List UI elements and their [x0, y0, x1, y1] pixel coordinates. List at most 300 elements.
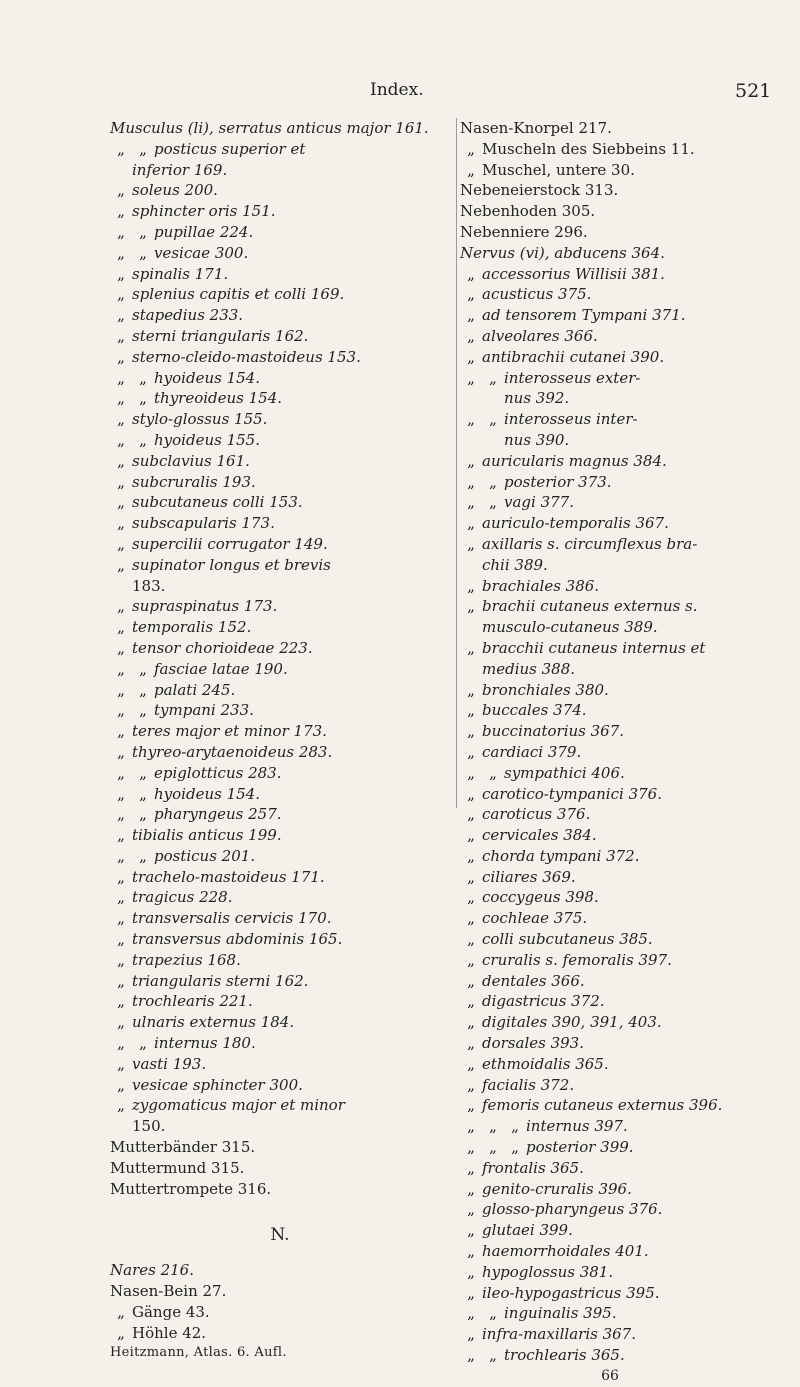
- index-entry: [460, 243, 760, 264]
- index-entry: [110, 1158, 450, 1179]
- index-entry: [110, 1116, 450, 1137]
- index-entry: [110, 784, 450, 805]
- signature-mark: 66: [601, 1367, 619, 1384]
- entry-text: Mutterbänder 315.: [110, 1138, 256, 1157]
- index-entry: [110, 264, 450, 285]
- page-header: [0, 80, 800, 110]
- ditto-mark: „: [117, 285, 125, 304]
- index-entry: [110, 534, 450, 555]
- ditto-mark: „: [139, 368, 147, 387]
- ditto-mark: „: [467, 1054, 475, 1073]
- entry-text: trachelo-mastoideus 171.: [132, 867, 325, 886]
- entry-text: antibrachii cutanei 390.: [482, 347, 665, 366]
- ditto-mark: „: [117, 930, 125, 949]
- ditto-mark: „: [489, 472, 497, 491]
- entry-text: zygomaticus major et minor: [132, 1096, 345, 1115]
- index-entry: [460, 680, 760, 701]
- entry-text: inguinalis 395.: [504, 1304, 617, 1323]
- entry-text: stapedius 233.: [132, 306, 244, 325]
- entry-text: supraspinatus 173.: [132, 597, 278, 616]
- ditto-mark: „: [117, 430, 125, 449]
- ditto-mark: „: [117, 1013, 125, 1032]
- ditto-mark: „: [117, 722, 125, 741]
- index-entry: [460, 1220, 760, 1241]
- entry-text: supinator longus et brevis: [132, 555, 331, 574]
- entry-text: accessorius Willisii 381.: [482, 264, 665, 283]
- entry-text: splenius capitis et colli 169.: [132, 285, 345, 304]
- ditto-mark: „: [489, 1346, 497, 1365]
- index-entry: [460, 264, 760, 285]
- ditto-mark: „: [139, 659, 147, 678]
- ditto-mark: „: [117, 1323, 125, 1342]
- entry-text: spinalis 171.: [132, 264, 229, 283]
- entry-text: medius 388.: [482, 659, 576, 678]
- right-entries: [460, 118, 760, 1366]
- index-entry: [460, 1241, 760, 1262]
- entry-text: transversalis cervicis 170.: [132, 909, 332, 928]
- index-entry: [110, 971, 450, 992]
- index-entry: [460, 1075, 760, 1096]
- ditto-mark: „: [117, 826, 125, 845]
- ditto-mark: „: [117, 909, 125, 928]
- ditto-mark: „: [467, 1158, 475, 1177]
- ditto-mark: „: [489, 493, 497, 512]
- ditto-mark: „: [467, 722, 475, 741]
- index-entry: [110, 1179, 450, 1200]
- ditto-mark: „: [117, 368, 125, 387]
- index-entry: [460, 1054, 760, 1075]
- entry-text: triangularis sterni 162.: [132, 971, 309, 990]
- section-heading: N.: [270, 1225, 290, 1246]
- ditto-mark: „: [467, 950, 475, 969]
- entry-text: 183.: [132, 576, 166, 595]
- ditto-mark: „: [117, 181, 125, 200]
- entry-text: colli subcutaneus 385.: [482, 930, 653, 949]
- entry-text: musculo-cutaneus 389.: [482, 618, 658, 637]
- ditto-mark: „: [511, 1138, 519, 1157]
- index-entry: [110, 326, 450, 347]
- ditto-mark: „: [489, 1304, 497, 1323]
- index-entry: [460, 1179, 760, 1200]
- ditto-mark: „: [467, 1221, 475, 1240]
- index-entry: [460, 825, 760, 846]
- index-entry: [110, 1260, 450, 1281]
- index-entry: [110, 492, 450, 513]
- index-entry: [460, 326, 760, 347]
- index-entry: [460, 1324, 760, 1345]
- ditto-mark: „: [467, 1096, 475, 1115]
- ditto-mark: „: [467, 1283, 475, 1302]
- entry-text: cochleae 375.: [482, 909, 588, 928]
- ditto-mark: „: [117, 451, 125, 470]
- ditto-mark: „: [467, 805, 475, 824]
- entry-text: subcutaneus colli 153.: [132, 493, 303, 512]
- ditto-mark: „: [467, 1262, 475, 1281]
- entry-text: digastricus 372.: [482, 992, 605, 1011]
- ditto-mark: „: [117, 347, 125, 366]
- ditto-mark: „: [139, 389, 147, 408]
- entry-text: trochlearis 221.: [132, 992, 253, 1011]
- index-entry: [460, 368, 760, 389]
- index-entry: [110, 867, 450, 888]
- index-entry: [110, 908, 450, 929]
- ditto-mark: „: [467, 888, 475, 907]
- page-number: 521: [735, 80, 772, 102]
- ditto-mark: „: [467, 909, 475, 928]
- index-entry: [110, 388, 450, 409]
- entry-text: buccinatorius 367.: [482, 722, 625, 741]
- index-entry: [460, 576, 760, 597]
- ditto-mark: „: [467, 867, 475, 886]
- index-entry: [110, 1281, 450, 1302]
- ditto-mark: „: [467, 1117, 475, 1136]
- ditto-mark: „: [117, 555, 125, 574]
- index-entry: [460, 1303, 760, 1324]
- entry-text: axillaris s. circumflexus bra-: [482, 534, 698, 553]
- ditto-mark: „: [117, 597, 125, 616]
- ditto-mark: „: [117, 784, 125, 803]
- index-entry: [460, 1262, 760, 1283]
- index-entry: [110, 680, 450, 701]
- ditto-mark: „: [467, 264, 475, 283]
- ditto-mark: „: [467, 1346, 475, 1365]
- index-entry: [460, 451, 760, 472]
- ditto-mark: „: [117, 1054, 125, 1073]
- ditto-mark: „: [467, 410, 475, 429]
- index-entry: [110, 721, 450, 742]
- entry-text: ad tensorem Tympani 371.: [482, 306, 686, 325]
- ditto-mark: „: [467, 930, 475, 949]
- index-entry: [460, 659, 760, 680]
- entry-text: infra-maxillaris 367.: [482, 1325, 636, 1344]
- ditto-mark: „: [467, 680, 475, 699]
- ditto-mark: „: [467, 597, 475, 616]
- entry-text: auriculo-temporalis 367.: [482, 514, 669, 533]
- ditto-mark: „: [467, 160, 475, 179]
- entry-text: supercilii corrugator 149.: [132, 534, 328, 553]
- index-entry: [460, 804, 760, 825]
- ditto-mark: „: [117, 139, 125, 158]
- entry-text: subclavius 161.: [132, 451, 250, 470]
- page-title: Index.: [370, 80, 424, 100]
- index-entry: [110, 555, 450, 576]
- index-entry: [460, 284, 760, 305]
- left-entries: [110, 118, 450, 1199]
- index-entry: [110, 742, 450, 763]
- entry-text: pupillae 224.: [154, 222, 254, 241]
- entry-text: Muttermund 315.: [110, 1158, 245, 1177]
- index-entry: [110, 1302, 450, 1323]
- ditto-mark: „: [467, 742, 475, 761]
- entry-text: interosseus exter-: [504, 368, 641, 387]
- entry-text: chorda tympani 372.: [482, 846, 640, 865]
- entry-text: Musculus (li), serratus anticus major 161.: [110, 119, 429, 137]
- entry-text: hypoglossus 381.: [482, 1262, 614, 1281]
- ditto-mark: „: [117, 1096, 125, 1115]
- ditto-mark: „: [489, 1138, 497, 1157]
- index-entry: [460, 160, 760, 181]
- entry-text: tensor chorioideae 223.: [132, 638, 313, 657]
- ditto-mark: „: [139, 784, 147, 803]
- ditto-mark: „: [117, 306, 125, 325]
- index-entry: [110, 513, 450, 534]
- entry-text: bracchii cutaneus internus et: [482, 638, 706, 657]
- ditto-mark: „: [117, 514, 125, 533]
- index-entry: [110, 472, 450, 493]
- entry-text: auricularis magnus 384.: [482, 451, 667, 470]
- ditto-mark: „: [467, 368, 475, 387]
- index-entry: [110, 804, 450, 825]
- entry-text: palati 245.: [154, 680, 236, 699]
- ditto-mark: „: [117, 389, 125, 408]
- index-entry: [110, 430, 450, 451]
- index-entry: [110, 201, 450, 222]
- ditto-mark: „: [467, 1034, 475, 1053]
- entry-text: femoris cutaneus externus 396.: [482, 1096, 723, 1115]
- entry-text: frontalis 365.: [482, 1158, 584, 1177]
- index-entry: [110, 991, 450, 1012]
- index-entry: [460, 409, 760, 430]
- entry-text: Muschel, untere 30.: [482, 160, 635, 179]
- index-entry: [460, 908, 760, 929]
- entry-text: sphincter oris 151.: [132, 202, 276, 221]
- index-entry: [460, 763, 760, 784]
- entry-text: ileo-hypogastricus 395.: [482, 1283, 660, 1302]
- index-entry: [110, 118, 450, 139]
- ditto-mark: „: [117, 805, 125, 824]
- index-entry: [460, 596, 760, 617]
- entry-text: interosseus inter-: [504, 410, 638, 429]
- ditto-mark: „: [117, 846, 125, 865]
- entry-text: glosso-pharyngeus 376.: [482, 1200, 663, 1219]
- ditto-mark: „: [117, 243, 125, 262]
- entry-text: hyoideus 154.: [154, 368, 260, 387]
- index-entry: [110, 1095, 450, 1116]
- ditto-mark: „: [467, 784, 475, 803]
- entry-text: fasciae latae 190.: [154, 659, 288, 678]
- index-entry: [460, 991, 760, 1012]
- index-entry: [110, 576, 450, 597]
- entry-text: vasti 193.: [132, 1054, 207, 1073]
- index-entry: [110, 700, 450, 721]
- index-entry: [460, 139, 760, 160]
- ditto-mark: „: [117, 493, 125, 512]
- index-entry: [110, 305, 450, 326]
- entry-text: pharyngeus 257.: [154, 805, 282, 824]
- index-entry: [460, 1095, 760, 1116]
- entry-text: vesicae 300.: [154, 243, 249, 262]
- entry-text: stylo-glossus 155.: [132, 410, 268, 429]
- entry-text: ulnaris externus 184.: [132, 1013, 295, 1032]
- ditto-mark: „: [117, 534, 125, 553]
- index-entry: [460, 1283, 760, 1304]
- ditto-mark: „: [467, 1200, 475, 1219]
- ditto-mark: „: [467, 846, 475, 865]
- index-entry: [460, 784, 760, 805]
- index-entry: [460, 887, 760, 908]
- index-entry: [110, 409, 450, 430]
- index-entry: [460, 1345, 760, 1366]
- entry-text: Muscheln des Siebbeins 11.: [482, 139, 695, 158]
- index-entry: [460, 638, 760, 659]
- index-entry: [110, 617, 450, 638]
- ditto-mark: „: [467, 1179, 475, 1198]
- right-column: [460, 118, 760, 1387]
- ditto-mark: „: [511, 1117, 519, 1136]
- entry-text: haemorrhoidales 401.: [482, 1242, 649, 1261]
- ditto-mark: „: [117, 1034, 125, 1053]
- ditto-mark: „: [139, 680, 147, 699]
- ditto-mark: „: [467, 763, 475, 782]
- entry-text: Nares 216.: [110, 1261, 194, 1280]
- ditto-mark: „: [139, 243, 147, 262]
- ditto-mark: „: [467, 1304, 475, 1323]
- entry-text: 150.: [132, 1117, 166, 1136]
- ditto-mark: „: [467, 347, 475, 366]
- ditto-mark: „: [489, 368, 497, 387]
- ditto-mark: „: [139, 763, 147, 782]
- index-entry: [460, 1137, 760, 1158]
- ditto-mark: „: [117, 992, 125, 1011]
- footer-imprint: Heitzmann, Atlas. 6. Aufl.: [110, 1345, 287, 1361]
- ditto-mark: „: [467, 971, 475, 990]
- entry-text: carotico-tympanici 376.: [482, 784, 662, 803]
- index-entry: [460, 118, 760, 139]
- index-entry: [460, 700, 760, 721]
- ditto-mark: „: [139, 846, 147, 865]
- ditto-mark: „: [139, 222, 147, 241]
- ditto-mark: „: [139, 430, 147, 449]
- ditto-mark: „: [467, 451, 475, 470]
- ditto-mark: „: [117, 971, 125, 990]
- entry-text: trochlearis 365.: [504, 1346, 625, 1365]
- ditto-mark: „: [117, 888, 125, 907]
- ditto-mark: „: [117, 763, 125, 782]
- ditto-mark: „: [117, 222, 125, 241]
- entry-text: cruralis s. femoralis 397.: [482, 950, 672, 969]
- index-entry: [460, 534, 760, 555]
- entry-text: Nasen-Knorpel 217.: [460, 119, 612, 137]
- index-entry: [460, 430, 760, 451]
- ditto-mark: „: [467, 1075, 475, 1094]
- index-entry: [460, 222, 760, 243]
- entry-text: subscapularis 173.: [132, 514, 275, 533]
- entry-text: ciliares 369.: [482, 867, 576, 886]
- entry-text: Nervus (vi), abducens 364.: [460, 243, 665, 262]
- column-divider: [456, 118, 457, 808]
- ditto-mark: „: [467, 1138, 475, 1157]
- entry-text: posterior 373.: [504, 472, 612, 491]
- ditto-mark: „: [467, 534, 475, 553]
- entry-text: Nebenhoden 305.: [460, 202, 596, 221]
- ditto-mark: „: [139, 701, 147, 720]
- entry-text: buccales 374.: [482, 701, 587, 720]
- index-entry: [110, 929, 450, 950]
- ditto-mark: „: [117, 472, 125, 491]
- entry-text: dentales 366.: [482, 971, 585, 990]
- ditto-mark: „: [467, 576, 475, 595]
- index-entry: [110, 825, 450, 846]
- index-entry: [110, 368, 450, 389]
- entry-text: cardiaci 379.: [482, 742, 582, 761]
- entry-text: posterior 399.: [526, 1138, 634, 1157]
- index-entry: [110, 1323, 450, 1344]
- index-entry: [110, 222, 450, 243]
- entry-text: alveolares 366.: [482, 326, 598, 345]
- index-entry: [110, 950, 450, 971]
- entry-text: temporalis 152.: [132, 618, 252, 637]
- index-entry: [110, 243, 450, 264]
- index-entry: [460, 201, 760, 222]
- entry-text: Nebenniere 296.: [460, 222, 588, 241]
- entry-text: internus 180.: [154, 1034, 256, 1053]
- index-entry: [110, 1075, 450, 1096]
- entry-text: facialis 372.: [482, 1075, 575, 1094]
- entry-text: inferior 169.: [132, 160, 228, 179]
- index-entry: [110, 139, 450, 160]
- ditto-mark: „: [467, 306, 475, 325]
- ditto-mark: „: [117, 264, 125, 283]
- index-entry: [110, 180, 450, 201]
- index-entry: [460, 180, 760, 201]
- ditto-mark: „: [467, 992, 475, 1011]
- ditto-mark: „: [117, 701, 125, 720]
- entry-text: cervicales 384.: [482, 826, 597, 845]
- ditto-mark: „: [117, 1075, 125, 1094]
- entry-text: teres major et minor 173.: [132, 722, 327, 741]
- entry-text: thyreo-arytaenoideus 283.: [132, 742, 333, 761]
- left-entries-n: [110, 1260, 450, 1343]
- entry-text: tragicus 228.: [132, 888, 233, 907]
- index-entry: [110, 1054, 450, 1075]
- index-entry: [110, 284, 450, 305]
- entry-text: Höhle 42.: [132, 1323, 207, 1342]
- ditto-mark: „: [467, 514, 475, 533]
- entry-text: glutaei 399.: [482, 1221, 573, 1240]
- entry-text: trapezius 168.: [132, 950, 241, 969]
- entry-text: hyoideus 155.: [154, 430, 260, 449]
- entry-text: thyreoideus 154.: [154, 389, 283, 408]
- index-entry: [110, 347, 450, 368]
- index-entry: [110, 638, 450, 659]
- entry-text: subcruralis 193.: [132, 472, 256, 491]
- index-entry: [110, 659, 450, 680]
- entry-text: brachii cutaneus externus s.: [482, 597, 698, 616]
- entry-text: sterno-cleido-mastoideus 153.: [132, 347, 361, 366]
- entry-text: sympathici 406.: [504, 763, 625, 782]
- index-entry: [110, 1033, 450, 1054]
- ditto-mark: „: [467, 1013, 475, 1032]
- ditto-mark: „: [489, 1117, 497, 1136]
- index-entry: [460, 1012, 760, 1033]
- index-entry: [460, 846, 760, 867]
- entry-text: bronchiales 380.: [482, 680, 609, 699]
- entry-text: chii 389.: [482, 555, 548, 574]
- ditto-mark: „: [139, 805, 147, 824]
- index-entry: [460, 1199, 760, 1220]
- ditto-mark: „: [117, 1302, 125, 1321]
- index-entry: [110, 160, 450, 181]
- index-entry: [460, 472, 760, 493]
- ditto-mark: „: [139, 139, 147, 158]
- ditto-mark: „: [467, 1325, 475, 1344]
- ditto-mark: „: [467, 472, 475, 491]
- ditto-mark: „: [467, 285, 475, 304]
- index-entry: [110, 1012, 450, 1033]
- entry-text: Gänge 43.: [132, 1302, 210, 1321]
- ditto-mark: „: [117, 618, 125, 637]
- index-entry: [110, 1137, 450, 1158]
